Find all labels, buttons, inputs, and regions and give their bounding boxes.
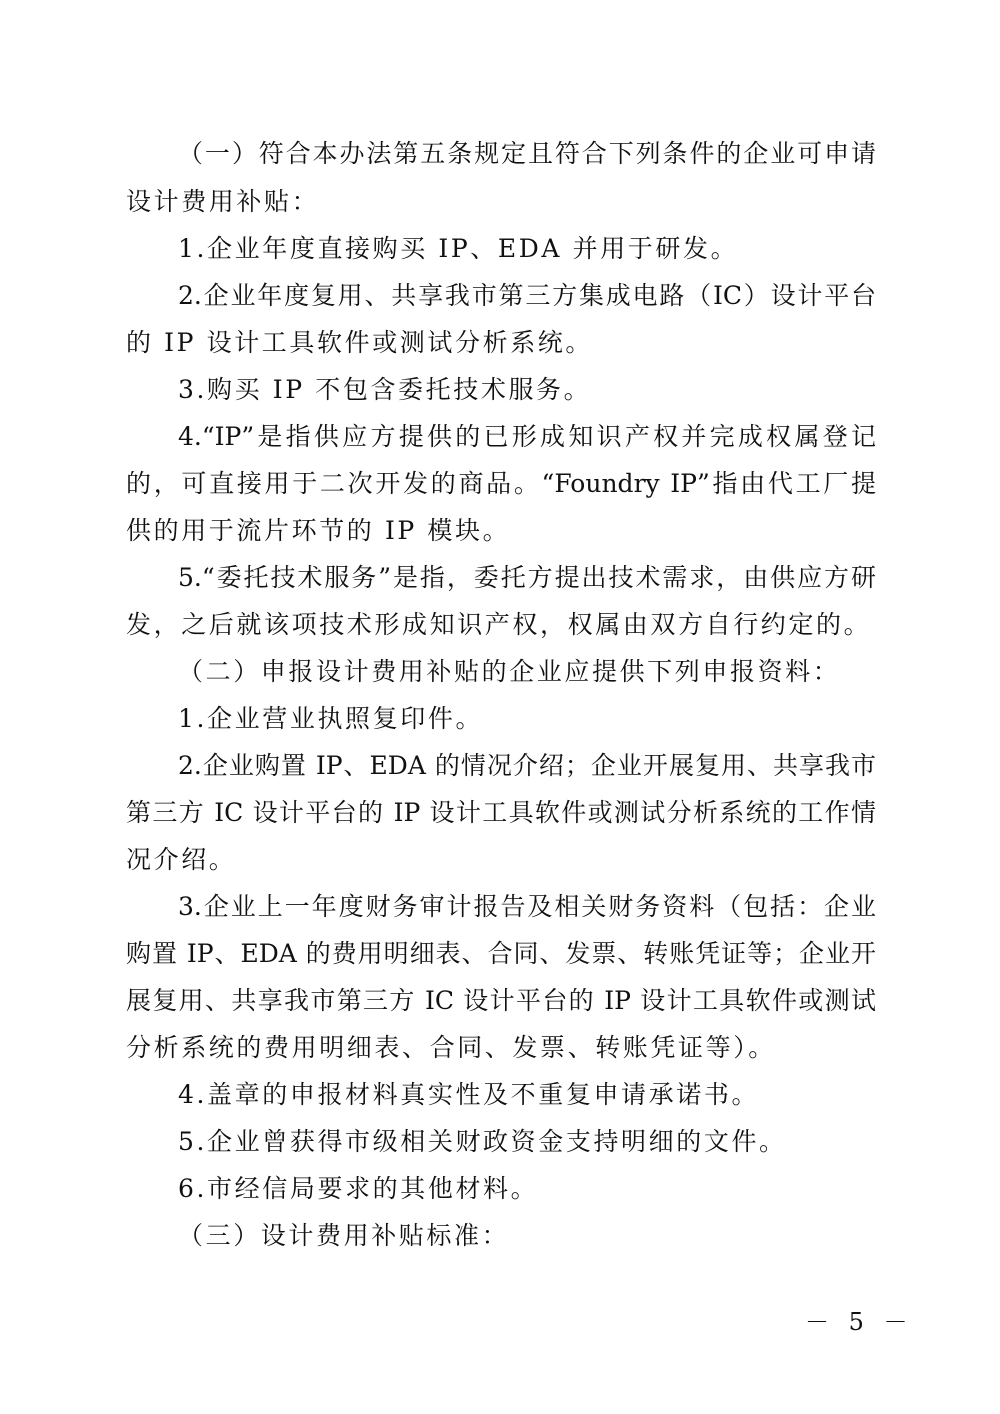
text-line: 5.企业曾获得市级相关财政资金支持明细的文件。 xyxy=(178,1127,787,1156)
text-line: 的 IP 设计工具软件或测试分析系统。 xyxy=(126,328,593,357)
text-line: 第三方 IC 设计平台的 IP 设计工具软件或测试分析系统的工作情 xyxy=(126,798,876,827)
text-line: 购置 IP、EDA 的费用明细表、合同、发票、转账凭证等；企业开 xyxy=(126,939,876,968)
text-line: 况介绍。 xyxy=(126,845,237,874)
text-line: 供的用于流片环节的 IP 模块。 xyxy=(126,516,511,545)
page-number: － 5 － xyxy=(805,1308,914,1336)
text-line: 5.“委托技术服务”是指，委托方提出技术需求，由供应方研 xyxy=(178,563,876,592)
text-line: （三）设计费用补贴标准： xyxy=(178,1221,510,1250)
text-line: 2.企业购置 IP、EDA 的情况介绍；企业开展复用、共享我市 xyxy=(178,751,876,780)
text-line: 3.企业上一年度财务审计报告及相关财务资料（包括：企业 xyxy=(178,892,876,921)
text-line: 1.企业年度直接购买 IP、EDA 并用于研发。 xyxy=(178,234,739,263)
text-line: 4.“IP”是指供应方提供的已形成知识产权并完成权属登记 xyxy=(178,422,876,451)
text-line: 6.市经信局要求的其他材料。 xyxy=(178,1174,539,1203)
text-line: 4.盖章的申报材料真实性及不重复申请承诺书。 xyxy=(178,1080,760,1109)
text-line: （二）申报设计费用补贴的企业应提供下列申报资料： xyxy=(178,657,841,686)
text-line: 1.企业营业执照复印件。 xyxy=(178,704,484,733)
text-line: 展复用、共享我市第三方 IC 设计平台的 IP 设计工具软件或测试 xyxy=(126,986,876,1015)
text-line: （一）符合本办法第五条规定且符合下列条件的企业可申请 xyxy=(178,139,876,168)
text-line: 设计费用补贴： xyxy=(126,187,320,216)
text-line: 发，之后就该项技术形成知识产权，权属由双方自行约定的。 xyxy=(126,610,872,639)
text-line: 的，可直接用于二次开发的商品。“Foundry IP”指由代工厂提 xyxy=(126,469,876,498)
text-line: 2.企业年度复用、共享我市第三方集成电路（IC）设计平台 xyxy=(178,281,876,310)
text-line: 分析系统的费用明细表、合同、发票、转账凭证等）。 xyxy=(126,1033,776,1062)
text-line: 3.购买 IP 不包含委托技术服务。 xyxy=(178,375,592,404)
